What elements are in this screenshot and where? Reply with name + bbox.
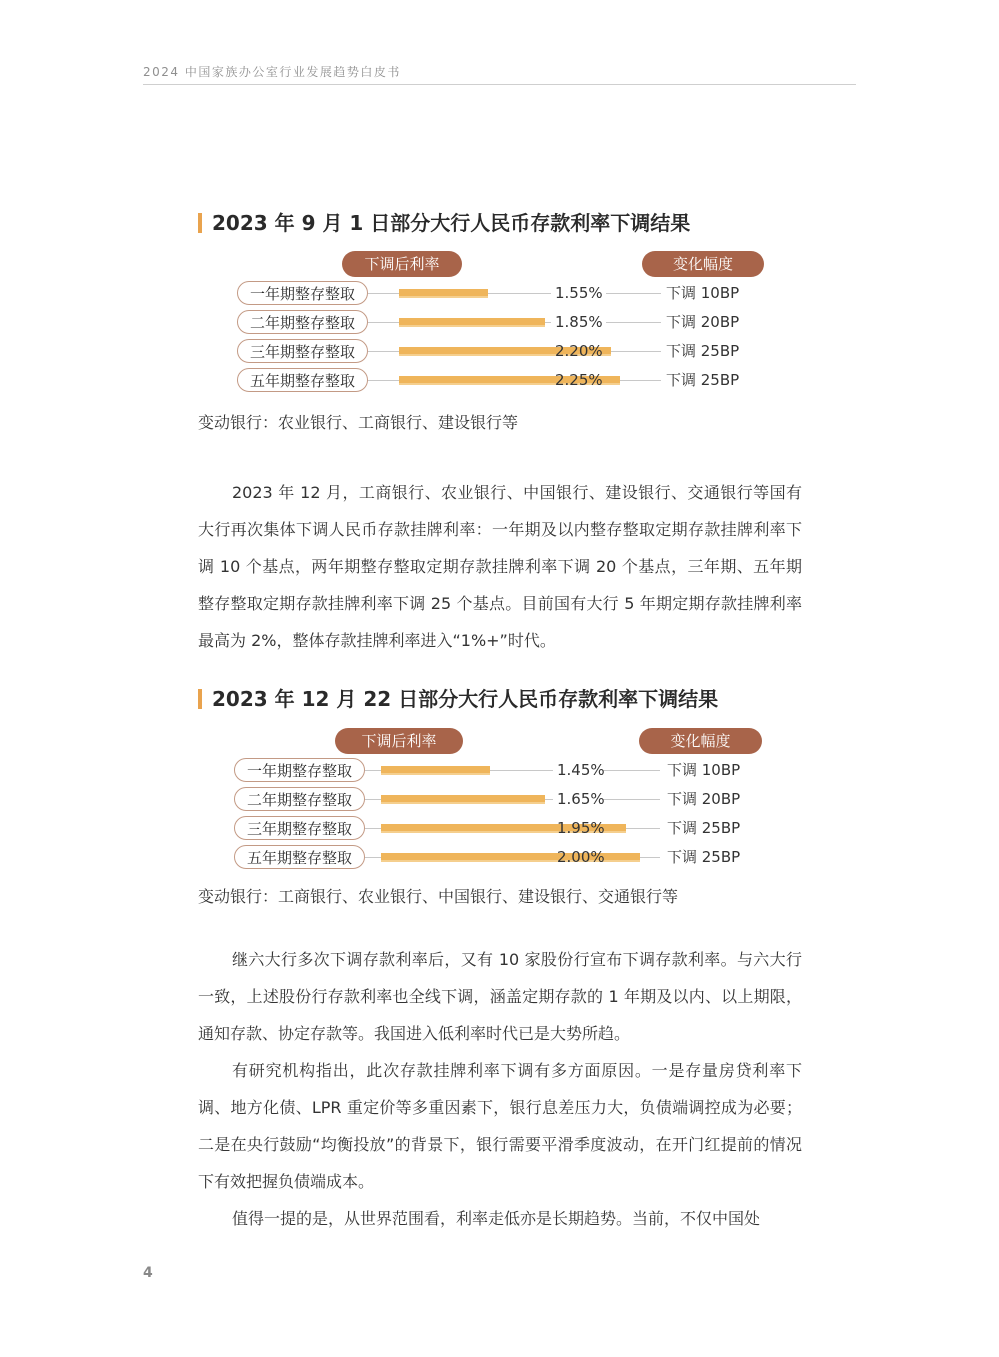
- section1-rate-header: 下调后利率: [342, 251, 462, 277]
- rate-value: 1.45%: [557, 761, 605, 779]
- rate-change: 下调 20BP: [666, 313, 740, 331]
- rate-bar: [381, 795, 545, 804]
- page-number: 4: [143, 1265, 153, 1281]
- paragraph-4: 值得一提的是，从世界范围看，利率走低亦是长期趋势。当前，不仅中国处: [232, 1209, 761, 1228]
- row-term-label: 三年期整存整取: [237, 339, 368, 363]
- row-change-connector: [603, 770, 660, 771]
- row-term-label: 二年期整存整取: [234, 787, 365, 811]
- rate-value: 2.25%: [555, 371, 603, 389]
- rate-change: 下调 25BP: [666, 371, 740, 389]
- paragraph-2: 继六大行多次下调存款利率后，又有 10 家股份行宣布下调存款利率。与六大行一致，上述股份行存款利率也全线下调，涵盖定期存款的 1 年期及以内、以上期限，通知存款、协定存款等。我国进入低利率时代已是大势所趋。: [198, 950, 802, 1043]
- section2-change-header: 变化幅度: [639, 728, 762, 754]
- row-change-connector: [606, 322, 661, 323]
- rate-value: 1.55%: [555, 284, 603, 302]
- row-term-label: 三年期整存整取: [234, 816, 365, 840]
- section1-change-header: 变化幅度: [642, 251, 764, 277]
- paragraph-3: 有研究机构指出，此次存款挂牌利率下调有多方面原因。一是存量房贷利率下调、地方化债、LPR 重定价等多重因素下，银行息差压力大，负债端调控成为必要；二是在央行鼓励“均衡投放”的背景下，银行需要平滑季度波动，在开门红提前的情况下有效把握负债端成本。: [198, 1061, 802, 1191]
- row-term-label: 五年期整存整取: [234, 845, 365, 869]
- rate-value: 1.95%: [557, 819, 605, 837]
- row-change-connector: [606, 351, 661, 352]
- rate-value: 1.85%: [555, 313, 603, 331]
- rate-change: 下调 10BP: [667, 761, 741, 779]
- row-term-label: 一年期整存整取: [237, 281, 368, 305]
- row-term-label: 五年期整存整取: [237, 368, 368, 392]
- rate-change: 下调 25BP: [667, 819, 741, 837]
- section1-note: 变动银行：农业银行、工商银行、建设银行等: [198, 413, 519, 432]
- rate-bar: [399, 289, 488, 298]
- paragraph-1: 2023 年 12 月，工商银行、农业银行、中国银行、建设银行、交通银行等国有大行再次集体下调人民币存款挂牌利率：一年期及以内整存整取定期存款挂牌利率下调 10 个基点，两年期整存整取定期存款挂牌利率下调 20 个基点，三年期、五年期整存整取定期存款挂牌利率下调 25 个基点。目前国有大行 5 年期定期存款挂牌利率最高为 2%，整体存款挂牌利率进入“1%+”时代。: [198, 483, 802, 650]
- row-term-label: 二年期整存整取: [237, 310, 368, 334]
- rate-value: 2.00%: [557, 848, 605, 866]
- rate-bar: [381, 766, 490, 775]
- row-change-connector: [606, 293, 661, 294]
- header-divider: [143, 84, 856, 85]
- rate-change: 下调 25BP: [667, 848, 741, 866]
- running-header: 2024 中国家族办公室行业发展趋势白皮书: [143, 65, 401, 79]
- rate-value: 1.65%: [557, 790, 605, 808]
- rate-change: 下调 10BP: [666, 284, 740, 302]
- rate-bar: [399, 318, 545, 327]
- section1-title: 2023 年 9 月 1 日部分大行人民币存款利率下调结果: [198, 210, 690, 236]
- section2-rate-header: 下调后利率: [335, 728, 463, 754]
- row-change-connector: [603, 799, 660, 800]
- rate-value: 2.20%: [555, 342, 603, 360]
- section2-title: 2023 年 12 月 22 日部分大行人民币存款利率下调结果: [198, 686, 718, 712]
- rate-change: 下调 25BP: [666, 342, 740, 360]
- section2-note: 变动银行：工商银行、农业银行、中国银行、建设银行、交通银行等: [198, 887, 679, 906]
- rate-change: 下调 20BP: [667, 790, 741, 808]
- row-term-label: 一年期整存整取: [234, 758, 365, 782]
